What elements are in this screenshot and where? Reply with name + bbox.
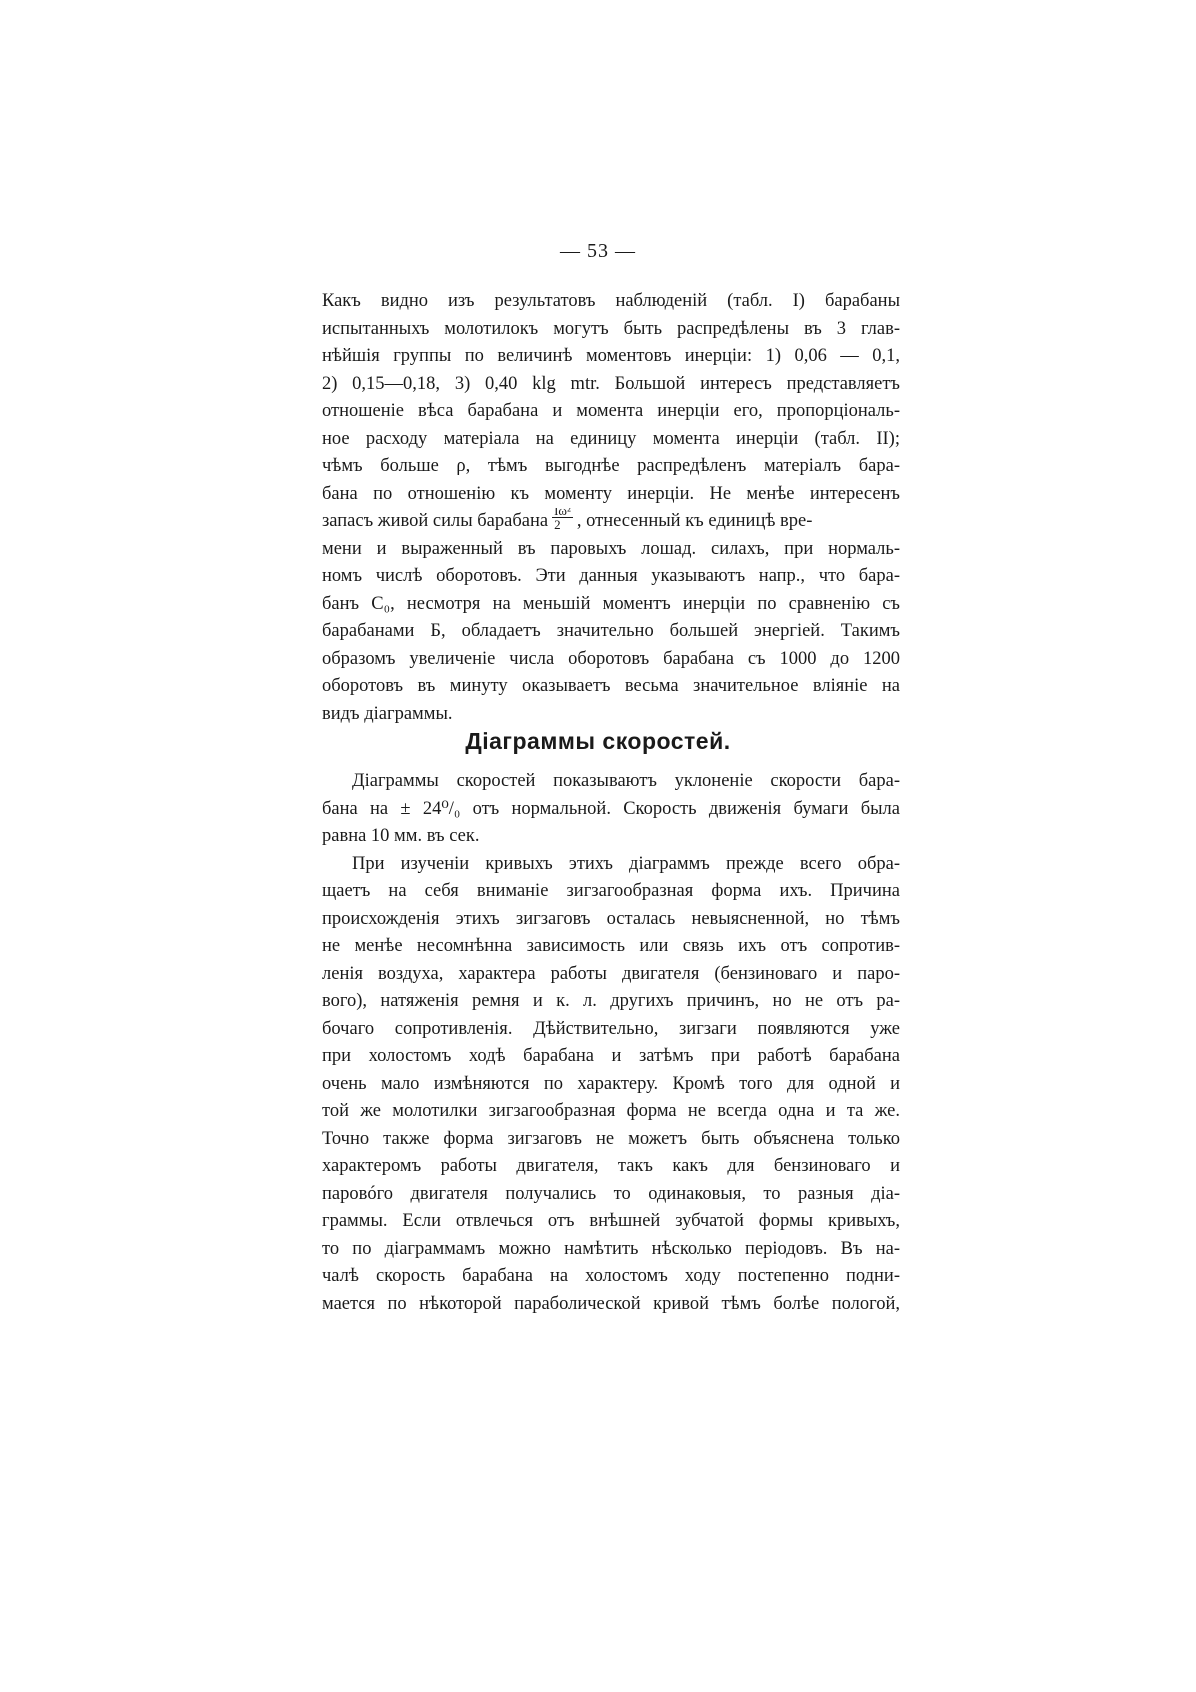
text-line: 2) 0,15—0,18, 3) 0,40 klg mtr. Большой интересъ представляетъ <box>322 373 900 394</box>
text-line: мени и выраженный въ паровыхъ лошад. силахъ, при нормаль- <box>322 538 900 559</box>
text-line: вого), натяженія ремня и к. л. другихъ причинъ, но не отъ ра- <box>322 991 900 1011</box>
text-line: Какъ видно изъ результатовъ наблюденій (табл. I) барабаны <box>322 291 900 311</box>
text-line: граммы. Если отвлечься отъ внѣшней зубчатой формы кривыхъ, <box>322 1211 900 1231</box>
text-line: Точно также форма зигзаговъ не можетъ быть объяснена только <box>322 1128 900 1149</box>
text-line: характеромъ работы двигателя, такъ какъ для бензиноваго и <box>322 1156 900 1176</box>
text-line: той же молотилки зигзагообразная форма не всегда одна и та же. <box>322 1101 900 1121</box>
text-line: чѣмъ больше ρ, тѣмъ выгоднѣе распредѣленъ матеріалъ бара- <box>322 456 900 476</box>
paragraph-table-results <box>322 288 900 728</box>
text-line: отношеніе вѣса барабана и момента инерціи его, пропорціональ- <box>322 401 900 421</box>
text-line: барабанами Б, обладаетъ значительно большей энергіей. Такимъ <box>322 621 900 641</box>
text-line: бана по отношенію къ моменту инерціи. Не менѣе интересенъ <box>322 483 900 504</box>
text-line: видъ діаграммы. <box>322 703 453 724</box>
text-line: при холостомъ ходѣ барабана и затѣмъ при работѣ барабана <box>322 1046 900 1066</box>
text-line: паровóго двигателя получались то одинаковыя, то разныя діа- <box>322 1183 900 1204</box>
text-line: номъ числѣ оборотовъ. Эти данныя указываютъ напр., что бара- <box>322 566 900 586</box>
text-line: бана на ± 24⁰/₀ отъ нормальной. Скорость движенія бумаги была <box>322 798 900 819</box>
text-line: испытанныхъ молотилокъ могутъ быть распредѣлены въ 3 глав- <box>322 318 900 339</box>
text-line: чалѣ скорость барабана на холостомъ ходу постепенно подни- <box>322 1266 900 1286</box>
paragraph-speed-diagrams <box>322 768 900 1318</box>
text-line: нѣйшія группы по величинѣ моментовъ инерціи: 1) 0,06 — 0,1, <box>322 346 900 366</box>
text-line: При изученіи кривыхъ этихъ діаграммъ прежде всего обра- <box>352 853 900 874</box>
text-line: то по діаграммамъ можно намѣтить нѣсколько періодовъ. Въ на- <box>322 1238 900 1259</box>
fraction-denominator: 2 <box>554 517 561 533</box>
text-line: щаетъ на себя вниманіе зигзагообразная форма ихъ. Причина <box>322 881 900 901</box>
text-line: образомъ увеличеніе числа оборотовъ барабана съ 1000 до 1200 <box>322 648 900 669</box>
text-line: равна 10 мм. въ сек. <box>322 826 480 846</box>
text-line: ное расходу матеріала на единицу момента инерціи (табл. II); <box>322 428 900 449</box>
text-line: ленія воздуха, характера работы двигателя (бензиноваго и паро- <box>322 963 900 984</box>
formula-text-before: запасъ живой силы барабана <box>322 511 549 531</box>
text-line: не менѣе несомнѣнна зависимость или связь ихъ отъ сопротив- <box>322 936 900 956</box>
kinetic-energy-fraction <box>552 508 573 531</box>
text-line: банъ C₀, несмотря на меньшій моментъ инерціи по сравненію съ <box>322 593 900 614</box>
page-number: — 53 — <box>560 240 636 262</box>
formula-text-after: , отнесенный къ единицѣ вре- <box>576 511 813 531</box>
text-line: очень мало измѣняются по характеру. Кромѣ того для одной и <box>322 1073 900 1094</box>
text-line: оборотовъ въ минуту оказываетъ весьма значительное вліяніе на <box>322 676 900 696</box>
formula-line <box>322 508 900 536</box>
fraction-numerator: Iω² <box>552 508 573 518</box>
section-heading: Діаграммы скоростей. <box>465 728 731 754</box>
text-line: мается по нѣкоторой параболической кривой тѣмъ болѣе пологой, <box>322 1293 900 1314</box>
text-line: Діаграммы скоростей показываютъ уклоненіе скорости бара- <box>352 771 900 791</box>
text-line: происхожденія этихъ зигзаговъ осталась невыясненной, но тѣмъ <box>322 908 900 929</box>
text-line: бочаго сопротивленія. Дѣйствительно, зигзаги появляются уже <box>322 1018 900 1039</box>
